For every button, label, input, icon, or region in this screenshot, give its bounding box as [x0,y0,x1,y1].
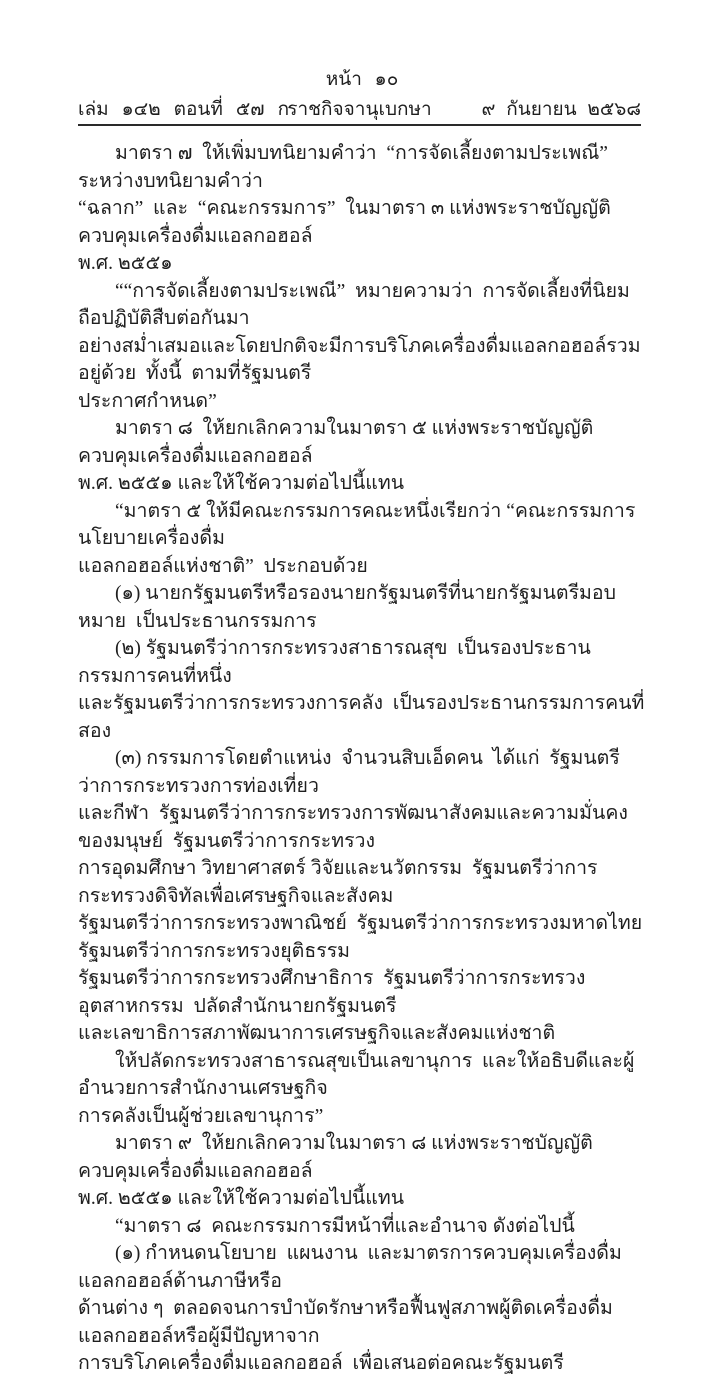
part-value: ๕๗ [235,99,265,120]
body-line: พ.ศ. ๒๕๕๑ [78,253,173,274]
body-line: (๑) นายกรัฐมนตรีหรือรองนายกรัฐมนตรีที่นายกรัฐมนตรีมอบหมาย เป็นประธานกรรมการ [78,583,616,632]
body-line: และรัฐมนตรีว่าการกระทรวงการคลัง เป็นรองประธานกรรมการคนที่สอง [78,693,645,742]
page-number: หน้า ๑๐ [325,69,399,90]
gazette-title: ราชกิจจานุเบกษา [287,99,432,120]
body-line: และกีฬา รัฐมนตรีว่าการกระทรวงการพัฒนาสังคมและความมั่นคงของมนุษย์ รัฐมนตรีว่าการกระทรวง [78,803,628,852]
part-label: ตอนที่ [173,99,223,120]
header-rule [78,124,641,126]
body-line: ด้านต่าง ๆ ตลอดจนการบำบัดรักษาหรือฟื้นฟูสภาพผู้ติดเครื่องดื่มแอลกอฮอล์หรือผู้มีปัญหาจาก [78,1298,613,1347]
gazette-date: ๙ กันยายน ๒๕๖๘ [481,99,641,120]
body-line: มาตรา ๗ ให้เพิ่มบทนิยามคำว่า “การจัดเลี้ยงตามประเพณี” ระหว่างบทนิยามคำว่า [78,143,618,192]
document-body [78,140,650,1378]
gazette-masthead [78,94,641,122]
body-line: การบริโภคเครื่องดื่มแอลกอฮอล์ เพื่อเสนอต่อคณะรัฐมนตรี [78,1353,564,1374]
body-line: การคลังเป็นผู้ช่วยเลขานุการ” [78,1105,324,1127]
body-line: “ฉลาก” และ “คณะกรรมการ” ในมาตรา ๓ แห่งพระราชบัญญัติควบคุมเครื่องดื่มแอลกอฮอล์ [78,198,611,247]
body-line: ประกาศกำหนด” [78,390,217,412]
body-line: พ.ศ. ๒๕๕๑ และให้ใช้ความต่อไปนี้แทน [78,1188,405,1209]
body-line: (๑) กำหนดนโยบาย แผนงาน และมาตรการควบคุมเครื่องดื่มแอลกอฮอล์ด้านภาษีหรือ [78,1243,622,1292]
section-letter: ก [277,99,290,120]
body-line: “มาตรา ๕ ให้มีคณะกรรมการคณะหนึ่งเรียกว่า “คณะกรรมการนโยบายเครื่องดื่ม [78,500,636,549]
body-line: (๒) รัฐมนตรีว่าการกระทรวงสาธารณสุข เป็นรองประธานกรรมการคนที่หนึ่ง [78,638,591,687]
body-line: ให้ปลัดกระทรวงสาธารณสุขเป็นเลขานุการ และให้อธิบดีและผู้อำนวยการสำนักงานเศรษฐกิจ [78,1050,635,1099]
body-line: มาตรา ๙ ให้ยกเลิกความในมาตรา ๘ แห่งพระราชบัญญัติควบคุมเครื่องดื่มแอลกอฮอล์ [78,1133,593,1182]
body-line: มาตรา ๘ ให้ยกเลิกความในมาตรา ๕ แห่งพระราชบัญญัติควบคุมเครื่องดื่มแอลกอฮอล์ [78,418,594,467]
body-line: “มาตรา ๘ คณะกรรมการมีหน้าที่และอำนาจ ดังต่อไปนี้ [115,1215,575,1237]
body-line: อย่างสม่ำเสมอและโดยปกติจะมีการบริโภคเครื่องดื่มแอลกอฮอล์รวมอยู่ด้วย ทั้งนี้ ตามที่รัฐมนตรี [78,335,641,384]
volume-label: เล่ม [78,99,109,120]
body-line: (๓) กรรมการโดยตำแหน่ง จำนวนสิบเอ็ดคน ได้แก่ รัฐมนตรีว่าการกระทรวงการท่องเที่ยว [78,748,620,797]
body-line: และเลขาธิการสภาพัฒนาการเศรษฐกิจและสังคมแห่งชาติ [78,1023,556,1044]
body-line: แอลกอฮอล์แห่งชาติ” ประกอบด้วย [78,555,368,577]
body-line: ““การจัดเลี้ยงตามประเพณี” หมายความว่า การจัดเลี้ยงที่นิยมถือปฏิบัติสืบต่อกันมา [78,280,630,329]
body-line: รัฐมนตรีว่าการกระทรวงศึกษาธิการ รัฐมนตรีว่าการกระทรวงอุตสาหกรรม ปลัดสำนักนายกรัฐมนตรี [78,968,586,1017]
body-line: รัฐมนตรีว่าการกระทรวงพาณิชย์ รัฐมนตรีว่าการกระทรวงมหาดไทย รัฐมนตรีว่าการกระทรวงยุติธรรม [78,913,652,962]
volume-value: ๑๔๒ [121,99,161,120]
body-line: การอุดมศึกษา วิทยาศาสตร์ วิจัยและนวัตกรรม รัฐมนตรีว่าการกระทรวงดิจิทัลเพื่อเศรษฐกิจและสังคม [78,858,598,907]
body-line: พ.ศ. ๒๕๕๑ และให้ใช้ความต่อไปนี้แทน [78,473,405,494]
